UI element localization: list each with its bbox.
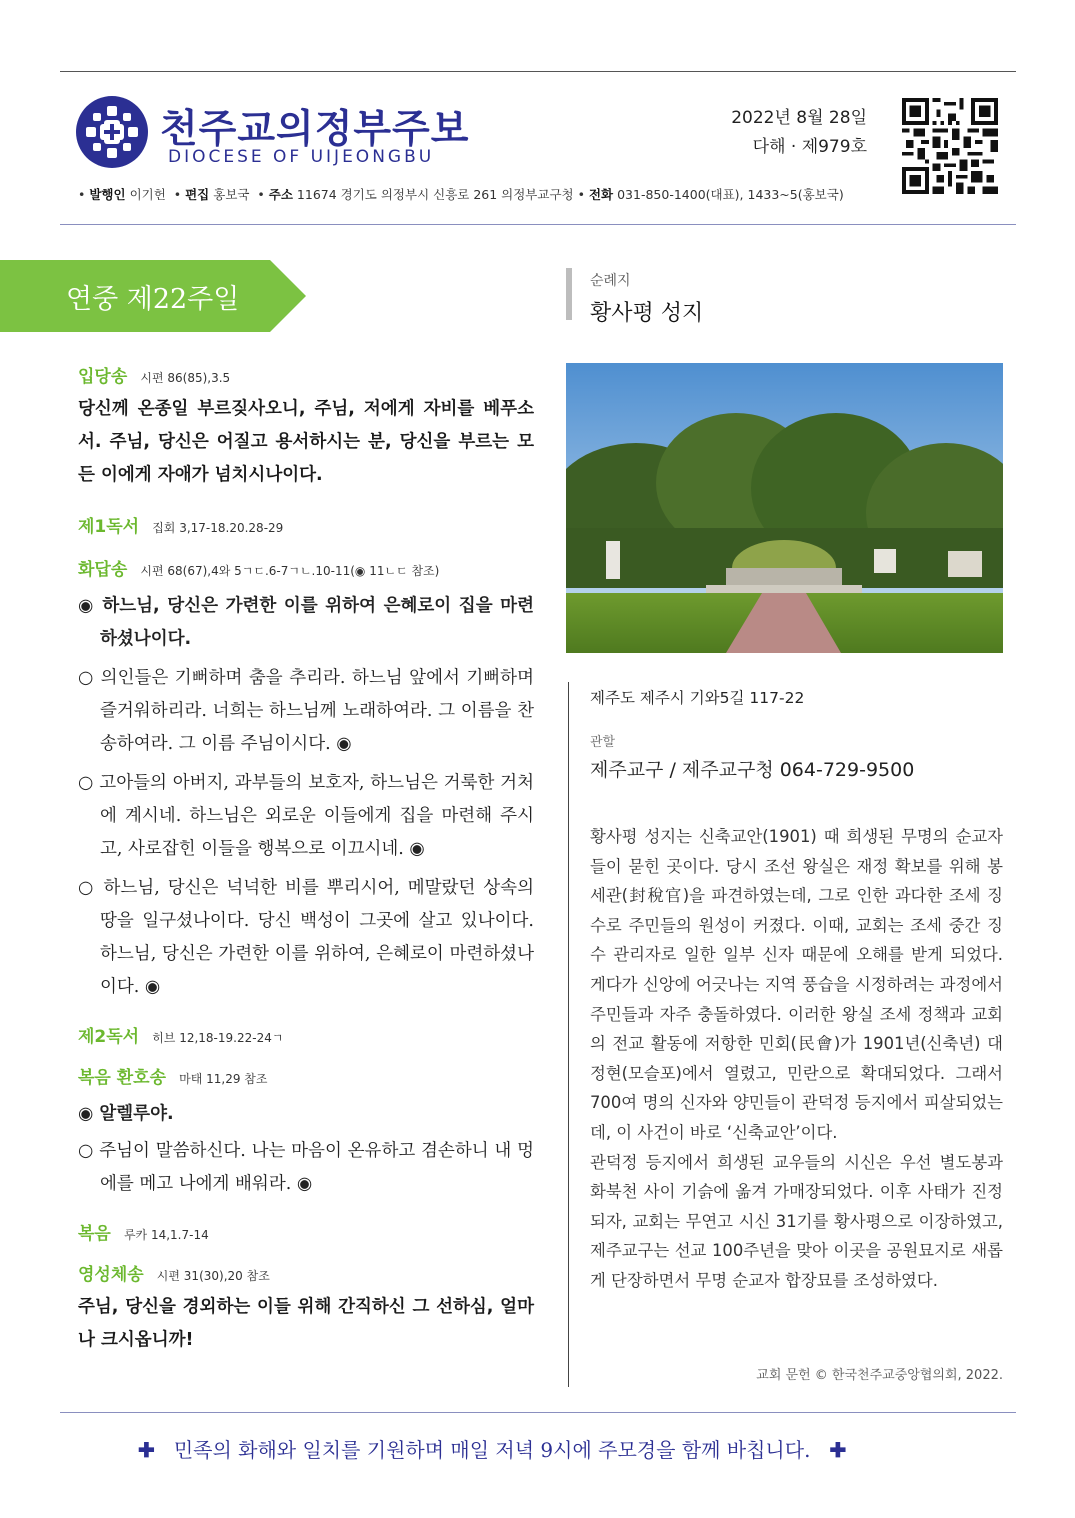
cross-icon: ✚ <box>138 1438 155 1462</box>
masthead-rule <box>60 224 1016 225</box>
communion-antiphon-heading <box>78 1260 534 1285</box>
psalm-verse: ○ 하느님, 당신은 넉넉한 비를 뿌리시어, 메말랐던 상속의 땅을 일구셨나이다. 당신 백성이 그곳에 살고 있나이다. 하느님, 당신은 가련한 이를 위하여, 은혜로이 마련하셨나이다. ◉ <box>78 878 534 997</box>
second-reading-heading <box>78 1022 534 1047</box>
second-reading-ref: 히브 12,18-19.22-24ㄱ <box>152 1031 284 1045</box>
gospel-acclamation-response: ◉ 알렐루야. <box>78 1104 174 1124</box>
gospel-heading <box>78 1219 534 1244</box>
editor-label: 편집 <box>185 187 210 202</box>
publisher-line: • 발행인 이기헌 • 편집 홍보국 • 주소 11674 경기도 의정부시 신흥로 261 의정부교구청 • 전화 031-850-1400(대표), 1433~5(홍보국) <box>78 187 844 202</box>
phone-label: 전화 <box>588 187 614 202</box>
gospel-acclamation-heading <box>78 1063 534 1088</box>
newsletter-title-english: DIOCESE OF UIJEONGBU <box>168 147 435 167</box>
publisher-name: 이기헌 <box>129 187 166 202</box>
address-label: 주소 <box>268 187 293 202</box>
footer-rule <box>60 1412 1016 1413</box>
cross-icon: ✚ <box>829 1438 847 1462</box>
first-reading-label: 제1독서 <box>78 517 140 537</box>
psalm-verse: ○ 고아들의 아버지, 과부들의 보호자, 하느님은 거룩한 거처에 계시네. 하느님은 외로운 이들에게 집을 마련해 주시고, 사로잡힌 이들을 행복으로 이끄시네. ◉ <box>78 773 534 859</box>
entrance-antiphon-label: 입당송 <box>78 367 128 387</box>
first-reading-ref: 집회 3,17-18.20.28-29 <box>152 521 284 535</box>
sunday-title: 연중 제22주일 <box>66 284 240 315</box>
gospel-acclamation-label: 복음 환호송 <box>78 1068 167 1088</box>
psalm-verse: ○ 의인들은 기뻐하며 춤을 추리라. 하느님 앞에서 기뻐하며 즐거워하리라. 너희는 하느님께 노래하여라. 그 이름을 찬송하여라. 그 이름 주님이시다. ◉ <box>78 668 534 754</box>
psalm-label: 화답송 <box>78 560 128 580</box>
article-paragraph: 관덕정 등지에서 희생된 교우들의 시신은 우선 별도봉과 화북천 사이 기슭에 옮겨 가매장되었다. 이후 사태가 진정되자, 교회는 무연고 시신 31기를 황사평으로 이장하였고, 제주교구는 선교 100주년을 맞아 이곳을 공원묘지로 새롭게 단장하면서 무명 순교자 합장묘를 조성하였다. <box>590 1152 1003 1290</box>
gospel-ref: 루카 14,1.7-14 <box>123 1228 209 1242</box>
communion-antiphon-label: 영성체송 <box>78 1265 144 1285</box>
publisher-label: 발행인 <box>89 187 126 202</box>
newsletter-title: 천주교의정부주보 <box>160 107 470 152</box>
pilgrimage-subtitle: 순례지 <box>590 273 631 289</box>
entrance-antiphon-text: 당신께 온종일 부르짖사오니, 주님, 저에게 자비를 베푸소서. 주님, 당신은 어질고 용서하시는 분, 당신을 부르는 모든 이에게 자애가 넘치시나이다. <box>78 399 534 485</box>
address-value: 11674 경기도 의정부시 신흥로 261 의정부교구청 <box>296 187 574 202</box>
footer-text: 민족의 화해와 일치를 기원하며 매일 저녁 9시에 주모경을 함께 바칩니다. <box>173 1438 811 1462</box>
qr-code[interactable] <box>902 98 998 194</box>
liturgy-column <box>78 362 534 1357</box>
first-reading-heading <box>78 512 534 537</box>
pilgrimage-title: 황사평 성지 <box>590 301 704 326</box>
column-divider <box>568 682 569 1387</box>
gospel-label: 복음 <box>78 1224 111 1244</box>
top-rule <box>60 71 1016 72</box>
issue-number: 다해 · 제979호 <box>752 137 867 157</box>
issue-date: 2022년 8월 28일 <box>731 108 867 128</box>
shrine-photo <box>566 363 1003 653</box>
psalm-response: ◉ 하느님, 당신은 가련한 이를 위하여 은혜로이 집을 마련하셨나이다. <box>78 596 534 649</box>
gospel-acclamation-verse: ○ 주님이 말씀하신다. 나는 마음이 온유하고 겸손하니 내 멍에를 메고 나에게 배워라. ◉ <box>78 1141 534 1194</box>
article-paragraph: 황사평 성지는 신축교안(1901) 때 희생된 무명의 순교자들이 묻힌 곳이다. 당시 조선 왕실은 재정 확보를 위해 봉세관(封稅官)을 파견하였는데, 그로 인한 과다한 조세 징수로 주민들의 원성이 커졌다. 이때, 교회는 조세 중간 징수 관리자로 일한 일부 신자 때문에 오해를 받게 되었다. 게다가 신앙에 어긋나는 지역 풍습을 시정하려는 과정에서 주민들과 자주 충돌하였다. 이러한 왕실 조세 정책과 교회의 전교 활동에 저항한 민회(民會)가 1901년(신축년) 대정현(모슬포)에서 열렸고, 민란으로 확대되었다. 그래서 700여 명의 신자와 양민들이 관덕정 등지에서 피살되었는데, 이 사건이 바로 ‘신축교안’이다. <box>590 827 1003 1142</box>
issue-date-block <box>731 104 867 162</box>
jurisdiction-value: 제주교구 / 제주교구청 064-729-9500 <box>590 759 915 781</box>
communion-antiphon-ref: 시편 31(30),20 참조 <box>156 1269 270 1283</box>
footer-prayer <box>138 1434 948 1463</box>
entrance-antiphon-ref: 시편 86(85),3.5 <box>140 371 231 385</box>
communion-antiphon-text: 주님, 당신을 경외하는 이들 위해 간직하신 그 선하심, 얼마나 크시옵니까! <box>78 1297 534 1350</box>
psalm-ref: 시편 68(67),4와 5ㄱㄷ.6-7ㄱㄴ.10-11(◉ 11ㄴㄷ 참조) <box>140 564 440 578</box>
entrance-antiphon-heading <box>78 362 534 387</box>
diocese-logo <box>76 96 148 168</box>
section-accent-bar <box>566 268 572 320</box>
gospel-acclamation-ref: 마태 11,29 참조 <box>179 1072 268 1086</box>
psalm-heading <box>78 555 534 580</box>
phone-value: 031-850-1400(대표), 1433~5(홍보국) <box>617 187 844 202</box>
source-credit: 교회 문헌 © 한국천주교중앙협의회, 2022. <box>756 1368 1003 1383</box>
pilgrimage-article <box>590 822 1003 1296</box>
editor-name: 홍보국 <box>213 187 250 202</box>
jurisdiction-label: 관할 <box>590 735 616 750</box>
shrine-address: 제주도 제주시 기와5길 117-22 <box>590 689 805 707</box>
second-reading-label: 제2독서 <box>78 1027 140 1047</box>
